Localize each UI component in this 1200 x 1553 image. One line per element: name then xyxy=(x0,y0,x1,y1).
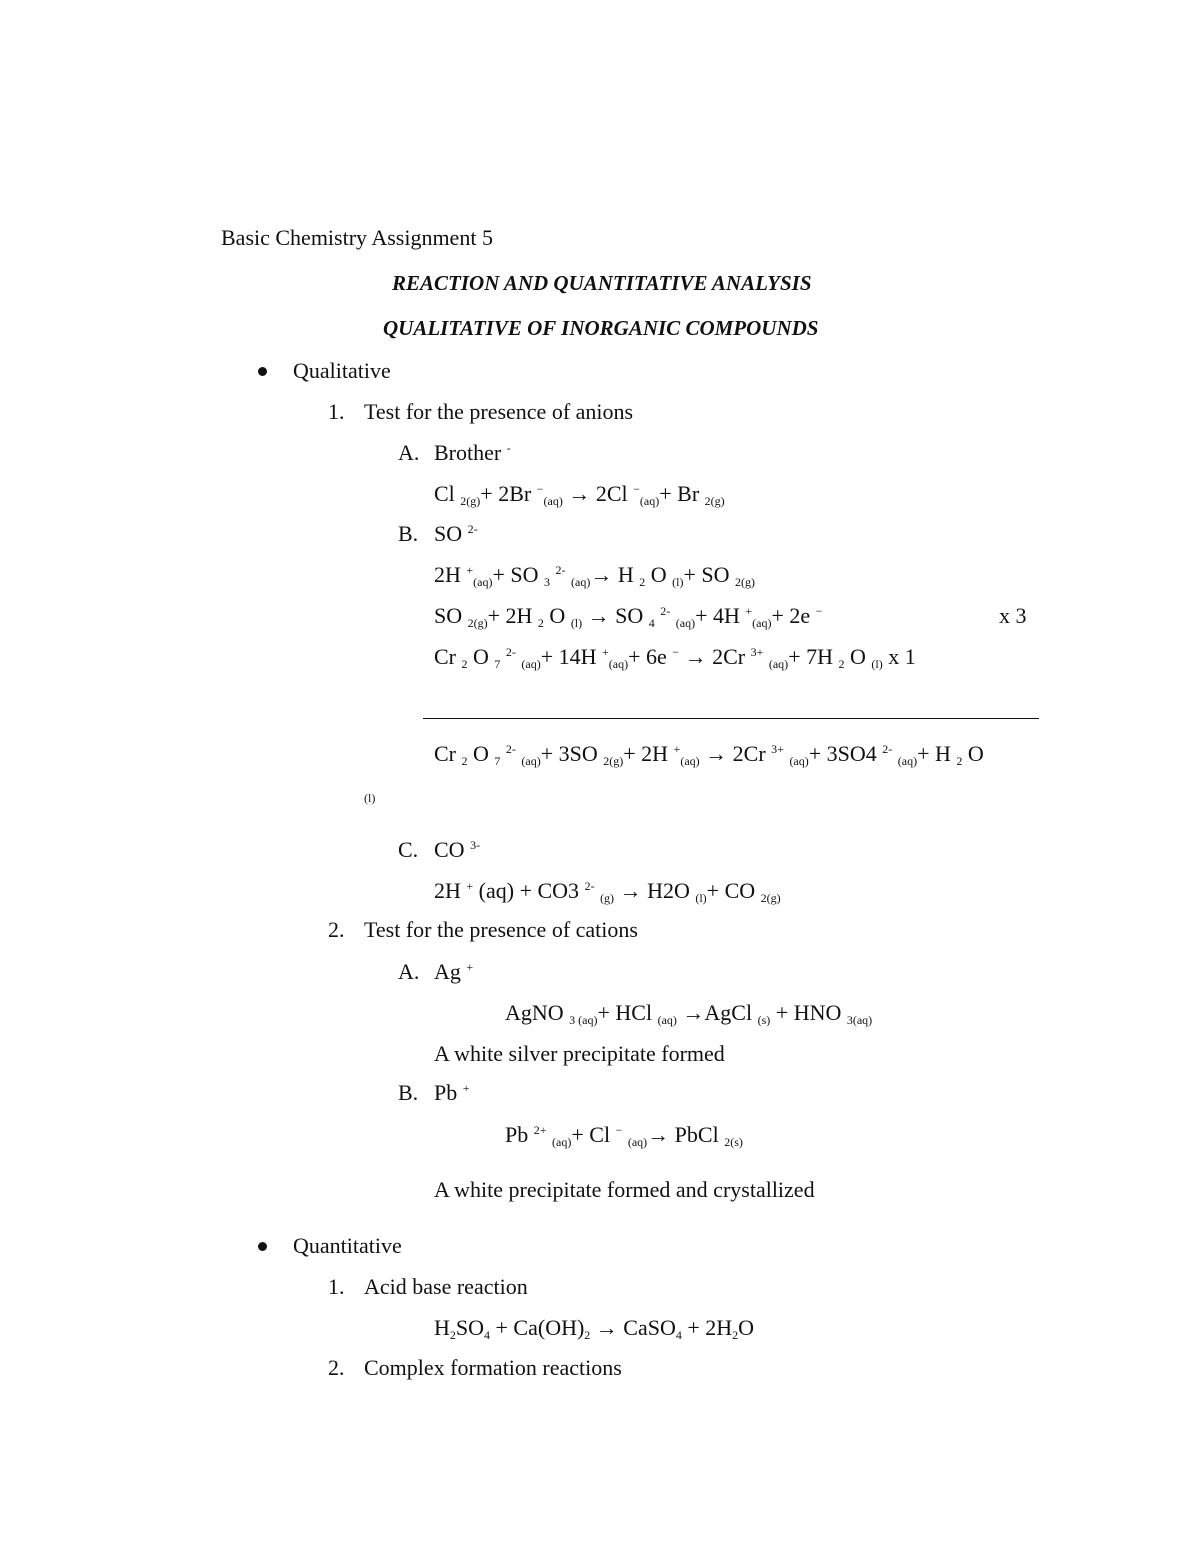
equation-carbonate: 2H + (aq) + CO3 $^{2-}$ $_{(g)}$ → H2O $_{(l)}$+ CO $_{2(g)}$ xyxy=(434,878,781,905)
equation-acid-base: $H_2SO_4 + Ca(OH)_2$ → CaSO$_4$ + $2H_2O$ xyxy=(434,1315,755,1342)
document-title: Basic Chemistry Assignment 5 xyxy=(221,225,493,250)
bullet-icon xyxy=(258,1242,267,1251)
equation-silver: AgNO $_{3 (aq)}$+ HCl $_{(aq)}$ →AgCl $_{(s)}$ + HNO $_{3(aq)}$ xyxy=(505,1000,873,1027)
equation-net-redox-wrap: (l) xyxy=(364,791,376,805)
multiplier-x3: x 3 xyxy=(999,603,1027,628)
cations-test-title: Test for the presence of cations xyxy=(364,917,638,942)
acid-base-title: Acid base reaction xyxy=(364,1274,528,1299)
bullet-icon xyxy=(258,367,267,376)
item-letter: A. xyxy=(398,959,420,984)
anions-test-title: Test for the presence of anions xyxy=(364,399,634,424)
sum-divider-line xyxy=(423,718,1039,719)
equation-sulfur-dioxide-oxidation: SO $_{2(g)}$+ 2H $_2$ O $_{(l)}$ → SO $_4$ $^{2-}$ $_{(aq)}$+ 4H +$_{(aq)}$+ 2e − xyxy=(434,603,823,630)
item-letter: C. xyxy=(398,837,419,862)
list-number: 2. xyxy=(328,1355,345,1380)
heading-reaction-analysis: REACTION AND QUANTITATIVE ANALYSIS xyxy=(392,271,812,295)
anion-bromide-label: Brother - xyxy=(434,440,511,465)
list-number: 2. xyxy=(328,917,345,942)
list-number: 1. xyxy=(328,1274,345,1299)
item-letter: B. xyxy=(398,521,419,546)
equation-bromide: Cl $_{2(g)}$+ 2Br −$_{(aq)}$ → 2Cl −$_{(aq)}$+ Br $_{2(g)}$ xyxy=(434,481,725,508)
silver-observation: A white silver precipitate formed xyxy=(434,1041,725,1066)
equation-net-redox: Cr $_2$ O $_7$ $^{2-}$ $_{(aq)}$+ 3SO $_{2(g)}$+ 2H +$_{(aq)}$ → 2Cr $^{3+}$ $_{(aq)}$+ 3SO4 $^{2-}$ $_{(aq)}$+ H $_2$ O xyxy=(434,741,984,768)
section-quantitative-label: Quantitative xyxy=(293,1233,402,1258)
equation-dichromate-reduction: Cr $_2$ O $_7$ $^{2-}$ $_{(aq)}$+ 14H +$_{(aq)}$+ 6e − → 2Cr $^{3+}$ $_{(aq)}$+ 7H $_2$ O $_{(l)}$ x 1 xyxy=(434,644,916,671)
list-number: 1. xyxy=(328,399,345,424)
equation-lead: Pb $^{2+}$ $_{(aq)}$+ Cl − $_{(aq)}$→ PbCl $_{2(s)}$ xyxy=(505,1122,743,1149)
item-letter: B. xyxy=(398,1080,419,1105)
anion-carbonate-label: CO $^{3-}$ xyxy=(434,837,481,862)
section-qualitative-label: Qualitative xyxy=(293,358,391,383)
cation-lead-label: Pb + xyxy=(434,1080,470,1105)
complex-formation-title: Complex formation reactions xyxy=(364,1355,622,1380)
lead-observation: A white precipitate formed and crystallized xyxy=(434,1177,815,1202)
cation-silver-label: Ag + xyxy=(434,959,474,984)
equation-sulfite-acid: 2H +$_{(aq)}$+ SO $_3$ $^{2-}$ $_{(aq)}$→ H $_2$ O $_{(l)}$+ SO $_{2(g)}$ xyxy=(434,562,755,589)
heading-qualitative-inorganic: QUALITATIVE OF INORGANIC COMPOUNDS xyxy=(383,316,819,340)
item-letter: A. xyxy=(398,440,420,465)
anion-sulfite-label: SO $^{2-}$ xyxy=(434,521,478,546)
